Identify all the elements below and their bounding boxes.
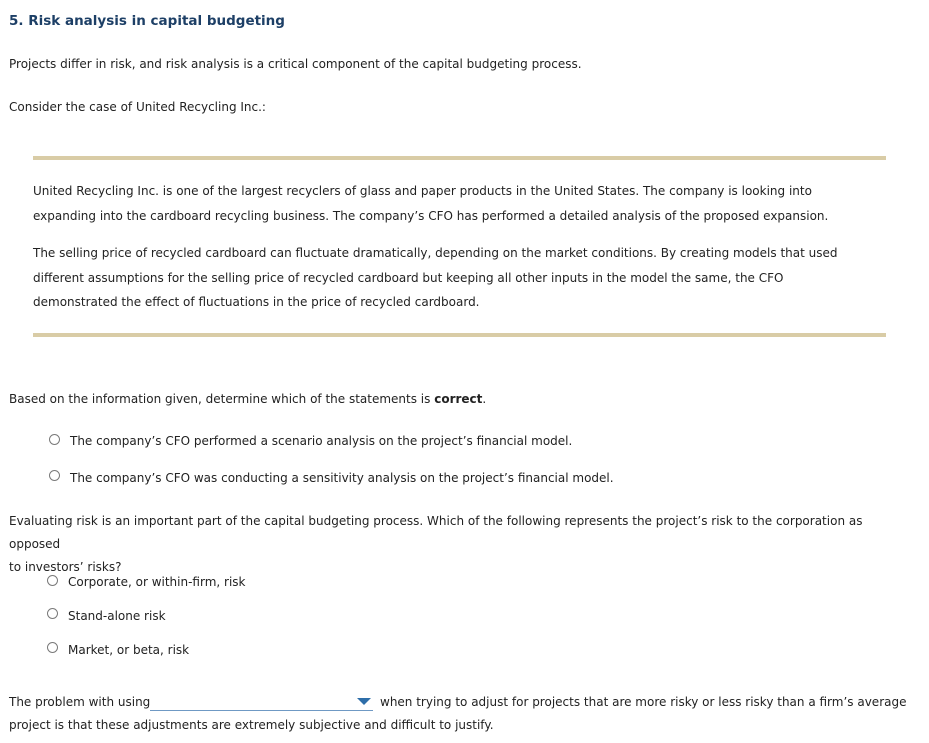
q2-option-2-label[interactable]: Stand-alone risk — [68, 609, 166, 623]
q2-option-1-radio[interactable] — [47, 575, 58, 586]
q1-option-1-radio[interactable] — [49, 434, 60, 445]
q2-option-2-radio[interactable] — [47, 608, 58, 619]
chevron-down-icon[interactable] — [357, 698, 371, 705]
q3-line2: project is that these adjustments are extremely subjective and difficult to justify. — [9, 718, 494, 732]
question-title: 5. Risk analysis in capital budgeting — [9, 13, 285, 29]
q1-prompt-suffix: . — [482, 392, 487, 406]
case-para2-line1: The selling price of recycled cardboard can fluctuate dramatically, depending on the market conditions. By creating models that used — [33, 246, 838, 260]
q2-option-3-radio[interactable] — [47, 642, 58, 653]
case-study-block — [33, 179, 873, 315]
consider-text: Consider the case of United Recycling Inc.: — [9, 100, 266, 114]
q1-option-2-label[interactable]: The company’s CFO was conducting a sensitivity analysis on the project’s financial model. — [70, 471, 614, 485]
q2-prompt-line1: Evaluating risk is an important part of the capital budgeting process. Which of the following represents the project’s risk to the corporation as opposed — [9, 514, 863, 551]
case-para1-line1: United Recycling Inc. is one of the largest recyclers of glass and paper products in the United States. The company is looking into — [33, 184, 812, 198]
q1-prompt-prefix: Based on the information given, determine which of the statements is — [9, 392, 435, 406]
q1-option-1-label[interactable]: The company’s CFO performed a scenario analysis on the project’s financial model. — [70, 434, 573, 448]
case-para2-line3: demonstrated the effect of fluctuations in the price of recycled cardboard. — [33, 295, 480, 309]
case-bottom-divider — [33, 333, 886, 337]
q2-option-3-label[interactable]: Market, or beta, risk — [68, 643, 190, 657]
case-para1-line2: expanding into the cardboard recycling business. The company’s CFO has performed a detailed analysis of the proposed expansion. — [33, 208, 829, 223]
intro-text: Projects differ in risk, and risk analysis is a critical component of the capital budgeting process. — [9, 57, 582, 71]
q3-suffix-line1: when trying to adjust for projects that are more risky or less risky than a firm’s average — [380, 695, 907, 709]
q1-prompt — [9, 392, 486, 406]
q3-dropdown[interactable] — [150, 694, 373, 711]
q2-prompt-line2: to investors’ risks? — [9, 560, 122, 574]
q2-prompt — [9, 510, 914, 579]
q1-prompt-bold: correct — [434, 392, 483, 406]
case-para2-line2: different assumptions for the selling price of recycled cardboard but keeping all other inputs in the model the same, the CFO — [33, 270, 784, 285]
q3-prefix: The problem with using — [9, 695, 151, 709]
q1-option-2-radio[interactable] — [49, 470, 60, 481]
case-top-divider — [33, 156, 886, 160]
q2-option-1-label[interactable]: Corporate, or within-firm, risk — [68, 575, 246, 589]
